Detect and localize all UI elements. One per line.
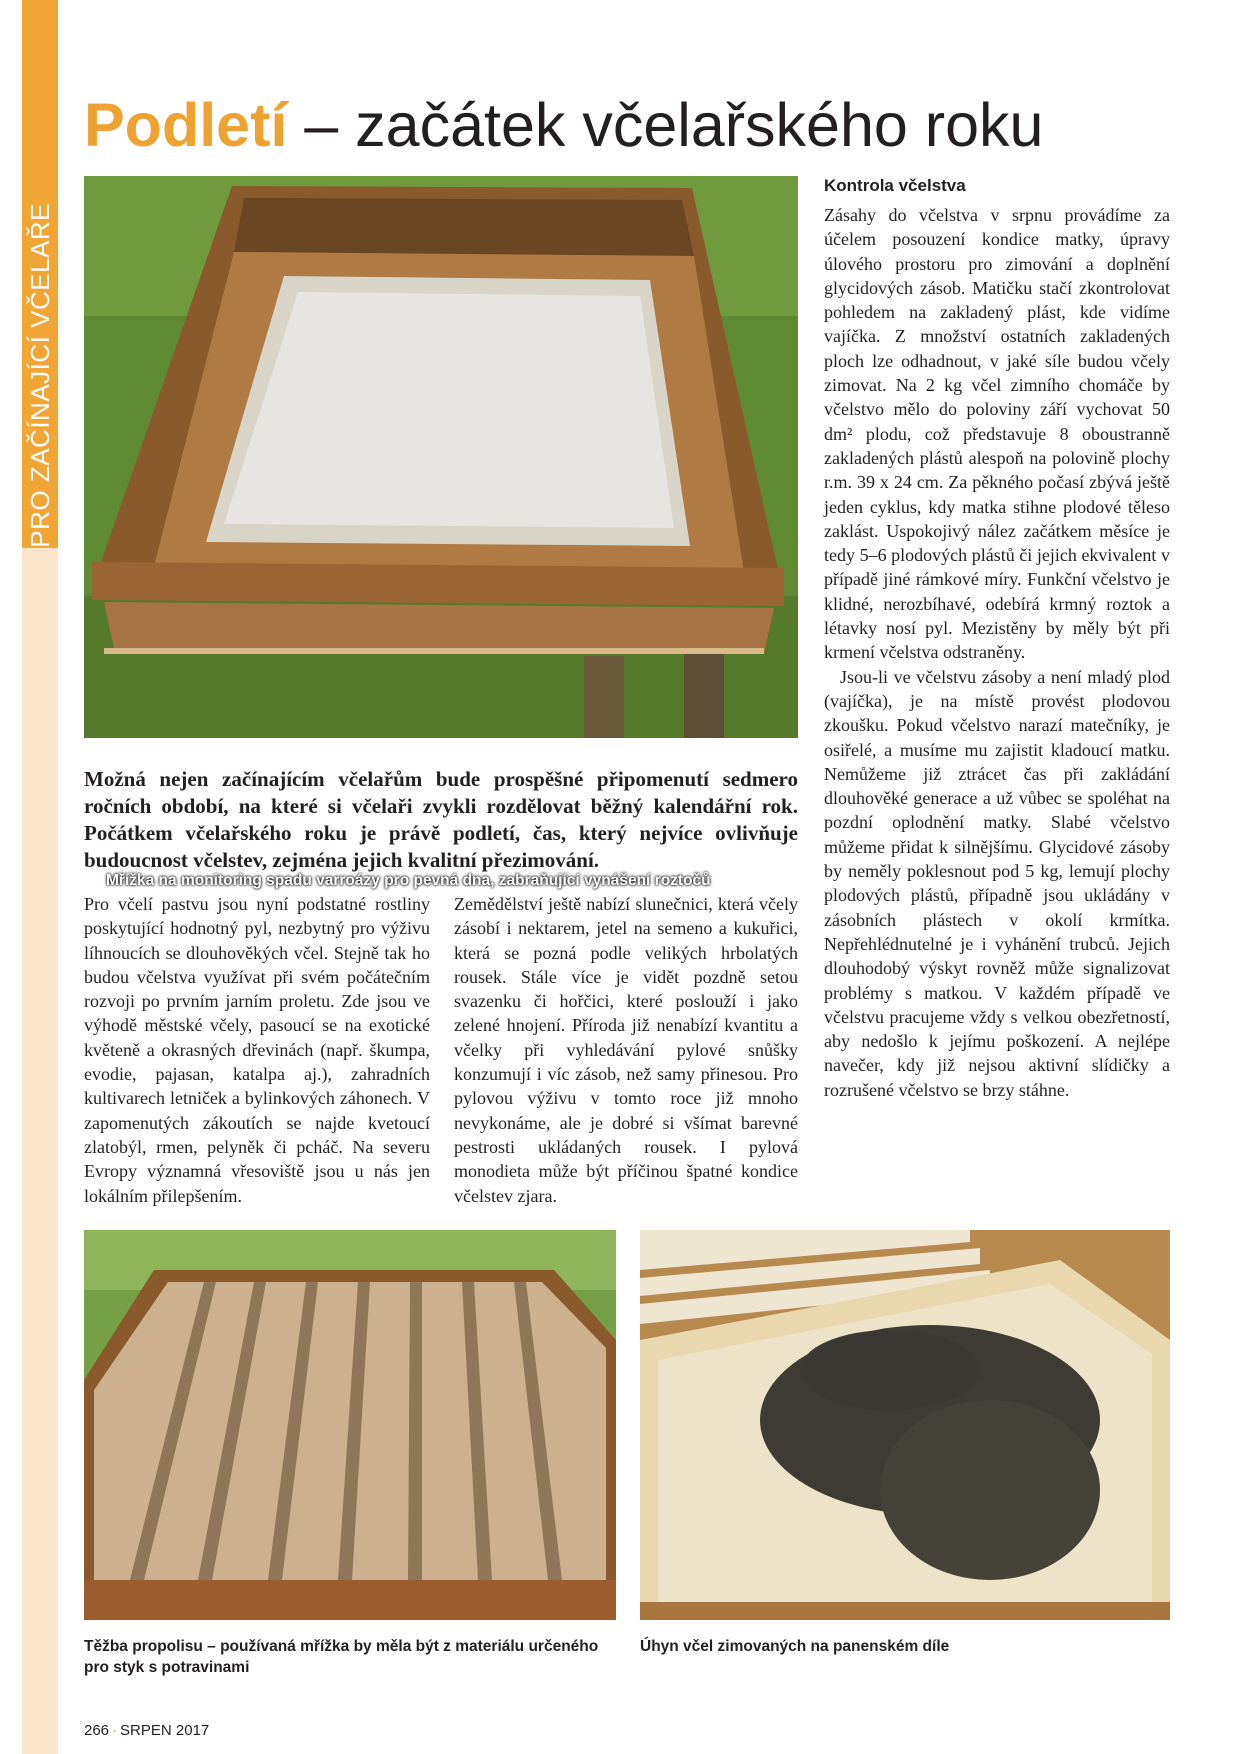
photo-dead-bees <box>640 1230 1170 1620</box>
body-paragraph: Jsou-li ve včelstvu zásoby a není mladý plod (vajíčka), je na místě provést plodovou zkoušku. Pokud včelstvo narazí matečníky, je osiřelé, a musíme mu zajistit kladoucí matku. Nemůžeme již ztrácet čas při zakládání dlouhověké generace a už vůbec se spoléhat na pozdní oplodnění matky. Slabé včelstvo můžeme přidat k silnějšímu. Glycidové zásoby by neměly poklesnout pod 5 kg, lemují plochy plodových plástů, případně jsou ukládány v zásobních plástech v okolí krmítka. Nepřehlédnutelné je i vyhánění trubců. Jejich dlouhodobý výskyt rovněž může signalizovat problémy s matkou. V každém případě ve včelstvu pracujeme vždy s velkou obezřetností, aby nedošlo k jejímu poškození. A nejlépe navečer, kdy již nejsou aktivní slídičky a rozrušené včelstvo se brzy stáhne. <box>824 666 1170 1100</box>
photo-propolis-caption: Těžba propolisu – používaná mřížka by měla být z materiálu určeného pro styk s potravinami <box>84 1638 599 1676</box>
body-column-2 <box>454 892 798 1208</box>
section-label-box <box>22 0 58 548</box>
body-column-3 <box>824 175 1170 1102</box>
title-accent: Podletí <box>84 91 288 159</box>
footer-separator: · <box>112 1722 118 1739</box>
lead-paragraph: Možná nejen začínajícím včelařům bude prospěšné připomenutí sedmero ročních období, na které si včelaři zvykli rozdělovat běžný kalendářní rok. Počátkem včelařského roku je právě podletí, čas, který nejvíce ovlivňuje budoucnost včelstev, zejména jejich kvalitní přezimování. <box>84 767 798 872</box>
page-title <box>84 88 1043 162</box>
title-rest: – začátek včelařského roku <box>287 91 1044 159</box>
issue-label: SRPEN 2017 <box>120 1722 210 1739</box>
page-footer <box>84 1722 209 1739</box>
body-paragraph: Zemědělství ještě nabízí slunečnici, která včely zásobí i nektarem, jetel na semeno a kukuřici, která se pozná podle velikých hrbolatých rousek. Stále více je vidět pozdně setou svazenku či hořčici, které poslouží i jako zelené hnojení. Příroda již nenabízí kvantitu a včelky při vyhledávání pylové snůšky konzumují i víc zásob, než samy přinesou. Pro pylovou výživu v tomto roce již mnoho nevykonáme, ale je dobré si všímat barevné pestrosti ukládaných rousek. I pylová monodieta může být příčinou špatné kondice včelstev zjara. <box>454 894 798 1206</box>
section-label: PRO ZAČÍNAJÍCÍ VČELAŘE <box>24 203 55 548</box>
body-paragraph: Zásahy do včelstva v srpnu provádíme za účelem posouzení kondice matky, úpravy úlového prostoru pro zimování a doplnění glycidových zásob. Matičku stačí zkontrolovat pohledem na zakladený plást, kde vidíme vajíčka. Z množství ostatních zakladených ploch lze odhadnout, v jaké síle budou včely zimovat. Na 2 kg včel zimního chomáče by včelstvo mělo do poloviny září vychovat 50 dm² plodu, což představuje 8 oboustranně zakladených plástů alespoň na polovině plochy r.m. 39 x 24 cm. Za pěkného počasí zbývá ještě jeden cyklus, kdy matka stihne plodové těleso zaklást. Uspokojivý nález začátkem měsíce je tedy 5–6 plodových plástů či jejich ekvivalent v případě jiné rámkové míry. Funkční včelstvo je klidné, nerozbíhavé, odebírá krmný roztok a létavky nosí pyl. Mezistěny by měly být při krmení včelstva odstraněny. <box>824 205 1170 663</box>
photo-propolis-screen <box>84 1230 616 1620</box>
photo-varroa-caption: Mřížka na monitoring spadu varroázy pro pevná dna, zabraňující vynášení roztočů <box>106 872 711 889</box>
section-heading: Kontrola včelstva <box>824 176 966 195</box>
page-number: 266 <box>84 1722 110 1739</box>
body-paragraph: Pro včelí pastvu jsou nyní podstatné rostliny poskytující hodnotný pyl, nezbytný pro výživu líhnoucích se dlouhověkých včel. Stejně tak ho budou včelstva využívat při svém počátečním rozvoji po prvním jarním proletu. Zde jsou ve výhodě městské včely, pasoucí se na exotické květeně a okrasných dřevinách (např. škumpa, evodie, pajasan, katalpa aj.), zahradních kultivarech letniček a bylinkových záhonech. V zapomenutých zákoutích se najde kvetoucí zlatobýl, rmen, pelyněk či pcháč. Na severu Evropy významná vřesoviště jsou u nás jen lokálním přilepšením. <box>84 894 430 1206</box>
photo-dead-bees-caption: Úhyn včel zimovaných na panenském díle <box>640 1638 950 1655</box>
body-column-1 <box>84 892 430 1208</box>
